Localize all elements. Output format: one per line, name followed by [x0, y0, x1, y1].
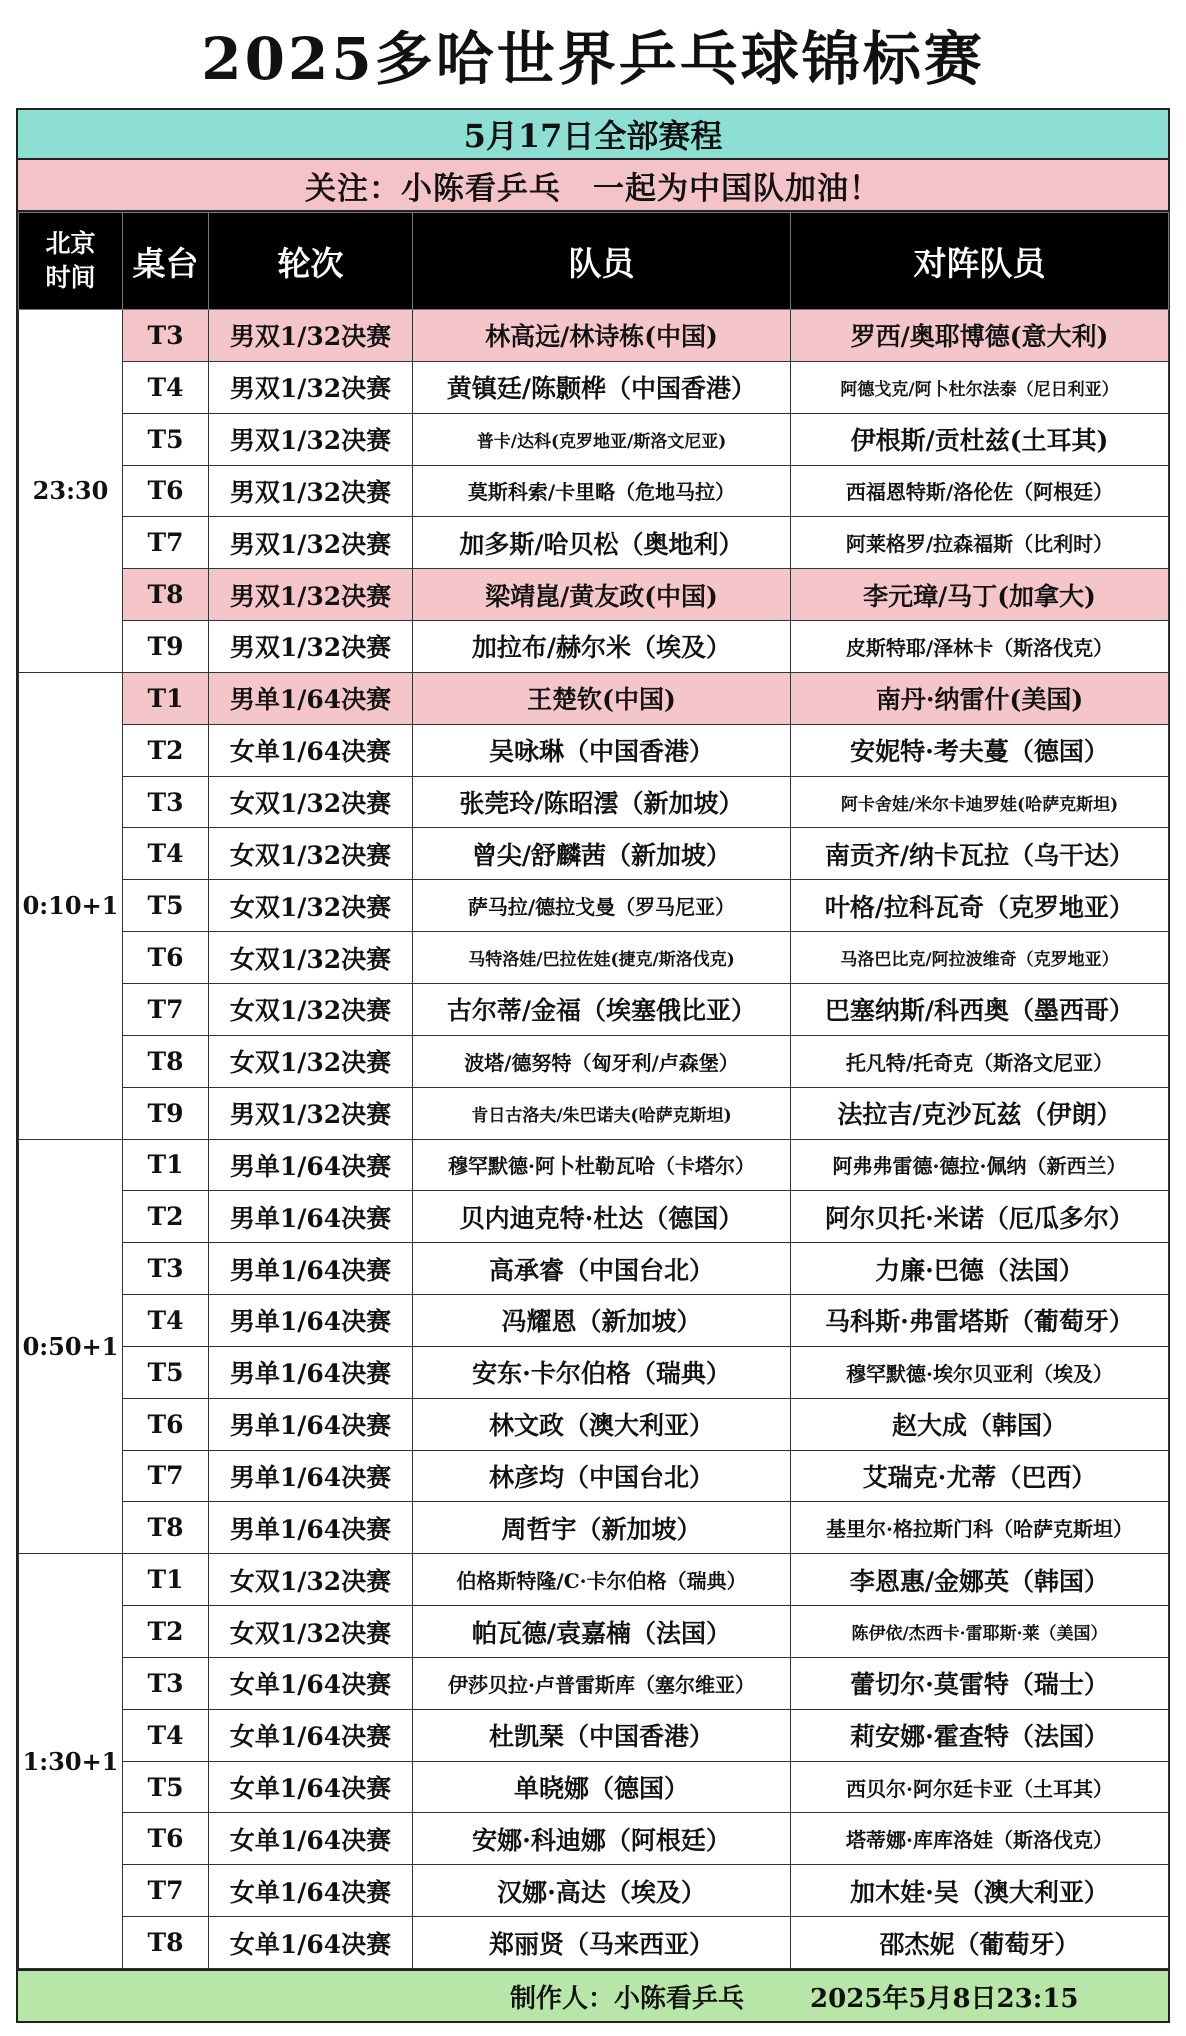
time-cell: 23:30	[19, 310, 123, 673]
table-cell: T2	[123, 1191, 209, 1243]
opponent-cell: 法拉吉/克沙瓦兹（伊朗）	[791, 1087, 1169, 1139]
opponent-cell: 加木娃·吴（澳大利亚）	[791, 1865, 1169, 1917]
schedule-table	[18, 212, 1169, 1969]
table-row	[19, 1035, 1169, 1087]
header-player: 队员	[413, 213, 791, 310]
player-cell: 普卡/达科(克罗地亚/斯洛文尼亚)	[413, 413, 791, 465]
table-cell: T4	[123, 1295, 209, 1347]
opponent-cell: 托凡特/托奇克（斯洛文尼亚）	[791, 1035, 1169, 1087]
round-cell: 女双1/32决赛	[209, 776, 413, 828]
opponent-cell: 南贡齐/纳卡瓦拉（乌干达）	[791, 828, 1169, 880]
round-cell: 女双1/32决赛	[209, 983, 413, 1035]
table-row	[19, 1087, 1169, 1139]
table-cell: T6	[123, 1813, 209, 1865]
round-cell: 女双1/32决赛	[209, 932, 413, 984]
table-row	[19, 1606, 1169, 1658]
round-cell: 女双1/32决赛	[209, 880, 413, 932]
table-row	[19, 1917, 1169, 1969]
player-cell: 波塔/德努特（匈牙利/卢森堡）	[413, 1035, 791, 1087]
player-cell: 莫斯科索/卡里略（危地马拉）	[413, 465, 791, 517]
player-cell: 王楚钦(中国)	[413, 672, 791, 724]
player-cell: 周哲宇（新加坡）	[413, 1502, 791, 1554]
opponent-cell: 艾瑞克·尤蒂（巴西）	[791, 1450, 1169, 1502]
round-cell: 男单1/64决赛	[209, 1139, 413, 1191]
table-row	[19, 828, 1169, 880]
round-cell: 女双1/32决赛	[209, 1035, 413, 1087]
table-cell: T7	[123, 517, 209, 569]
opponent-cell: 巴塞纳斯/科西奥（墨西哥）	[791, 983, 1169, 1035]
player-cell: 贝内迪克特·杜达（德国）	[413, 1191, 791, 1243]
opponent-cell: 叶格/拉科瓦奇（克罗地亚）	[791, 880, 1169, 932]
opponent-cell: 阿莱格罗/拉森福斯（比利时）	[791, 517, 1169, 569]
opponent-cell: 皮斯特耶/泽林卡（斯洛伐克）	[791, 621, 1169, 673]
table-cell: T2	[123, 724, 209, 776]
player-cell: 安娜·科迪娜（阿根廷）	[413, 1813, 791, 1865]
opponent-cell: 赵大成（韩国）	[791, 1398, 1169, 1450]
table-row	[19, 1450, 1169, 1502]
opponent-cell: 塔蒂娜·库库洛娃（斯洛伐克）	[791, 1813, 1169, 1865]
opponent-cell: 李元璋/马丁(加拿大)	[791, 569, 1169, 621]
player-cell: 伯格斯特隆/C·卡尔伯格（瑞典）	[413, 1554, 791, 1606]
table-row	[19, 932, 1169, 984]
round-cell: 男单1/64决赛	[209, 1502, 413, 1554]
table-cell: T7	[123, 1865, 209, 1917]
opponent-cell: 基里尔·格拉斯门科（哈萨克斯坦）	[791, 1502, 1169, 1554]
table-cell: T7	[123, 983, 209, 1035]
table-header-row	[19, 213, 1169, 310]
table-row	[19, 1139, 1169, 1191]
header-time-line2: 时间	[45, 263, 96, 292]
player-cell: 吴咏琳（中国香港）	[413, 724, 791, 776]
schedule-body	[19, 310, 1169, 1969]
round-cell: 男双1/32决赛	[209, 413, 413, 465]
opponent-cell: 西福恩特斯/洛伦佐（阿根廷）	[791, 465, 1169, 517]
table-row	[19, 1398, 1169, 1450]
player-cell: 伊莎贝拉·卢普雷斯库（塞尔维亚）	[413, 1657, 791, 1709]
table-row	[19, 776, 1169, 828]
table-cell: T7	[123, 1450, 209, 1502]
table-row	[19, 1761, 1169, 1813]
table-cell: T9	[123, 621, 209, 673]
round-cell: 女单1/64决赛	[209, 1761, 413, 1813]
player-cell: 曾尖/舒麟茜（新加坡）	[413, 828, 791, 880]
table-row	[19, 1502, 1169, 1554]
round-cell: 男单1/64决赛	[209, 1346, 413, 1398]
header-time-line1: 北京	[45, 229, 96, 258]
round-cell: 男单1/64决赛	[209, 1191, 413, 1243]
table-row	[19, 724, 1169, 776]
round-cell: 男单1/64决赛	[209, 1295, 413, 1347]
header-time	[19, 213, 123, 310]
opponent-cell: 南丹·纳雷什(美国)	[791, 672, 1169, 724]
table-row	[19, 1865, 1169, 1917]
player-cell: 单晓娜（德国）	[413, 1761, 791, 1813]
table-cell: T8	[123, 1035, 209, 1087]
table-cell: T4	[123, 828, 209, 880]
player-cell: 林文政（澳大利亚）	[413, 1398, 791, 1450]
round-cell: 男单1/64决赛	[209, 1450, 413, 1502]
table-cell: T5	[123, 880, 209, 932]
time-cell: 1:30+1	[19, 1554, 123, 1969]
table-cell: T1	[123, 1554, 209, 1606]
player-cell: 黄镇廷/陈颢桦（中国香港）	[413, 361, 791, 413]
round-cell: 男双1/32决赛	[209, 361, 413, 413]
opponent-cell: 马科斯·弗雷塔斯（葡萄牙）	[791, 1295, 1169, 1347]
header-table: 桌台	[123, 213, 209, 310]
footer-timestamp: 2025年5月8日23:15	[810, 1983, 1079, 2014]
table-cell: T8	[123, 569, 209, 621]
round-cell: 男双1/32决赛	[209, 621, 413, 673]
header-opponent: 对阵队员	[791, 213, 1169, 310]
round-cell: 男双1/32决赛	[209, 465, 413, 517]
opponent-cell: 西贝尔·阿尔廷卡亚（土耳其）	[791, 1761, 1169, 1813]
round-cell: 女单1/64决赛	[209, 1865, 413, 1917]
footer-maker: 制作人：小陈看乒乓	[510, 1983, 745, 2014]
opponent-cell: 安妮特·考夫蔓（德国）	[791, 724, 1169, 776]
opponent-cell: 阿卡舍娃/米尔卡迪罗娃(哈萨克斯坦)	[791, 776, 1169, 828]
table-cell: T6	[123, 932, 209, 984]
table-row	[19, 1554, 1169, 1606]
player-cell: 林高远/林诗栋(中国)	[413, 310, 791, 362]
table-row	[19, 1709, 1169, 1761]
table-cell: T6	[123, 465, 209, 517]
opponent-cell: 阿尔贝托·米诺（厄瓜多尔）	[791, 1191, 1169, 1243]
table-row	[19, 1657, 1169, 1709]
table-row	[19, 621, 1169, 673]
opponent-cell: 罗西/奥耶博德(意大利)	[791, 310, 1169, 362]
opponent-cell: 马洛巴比克/阿拉波维奇（克罗地亚）	[791, 932, 1169, 984]
table-cell: T3	[123, 776, 209, 828]
table-row	[19, 1295, 1169, 1347]
table-row	[19, 569, 1169, 621]
player-cell: 杜凯琹（中国香港）	[413, 1709, 791, 1761]
player-cell: 帕瓦德/袁嘉楠（法国）	[413, 1606, 791, 1658]
table-cell: T2	[123, 1606, 209, 1658]
opponent-cell: 蕾切尔·莫雷特（瑞士）	[791, 1657, 1169, 1709]
player-cell: 冯耀恩（新加坡）	[413, 1295, 791, 1347]
table-cell: T8	[123, 1917, 209, 1969]
player-cell: 汉娜·高达（埃及）	[413, 1865, 791, 1917]
opponent-cell: 李恩惠/金娜英（韩国）	[791, 1554, 1169, 1606]
footer	[18, 1969, 1168, 2021]
player-cell: 安东·卡尔伯格（瑞典）	[413, 1346, 791, 1398]
opponent-cell: 阿弗弗雷德·德拉·佩纳（新西兰）	[791, 1139, 1169, 1191]
round-cell: 女单1/64决赛	[209, 1917, 413, 1969]
time-cell: 0:50+1	[19, 1139, 123, 1554]
round-cell: 男双1/32决赛	[209, 310, 413, 362]
player-cell: 张莞玲/陈昭澐（新加坡）	[413, 776, 791, 828]
table-row	[19, 672, 1169, 724]
table-row	[19, 983, 1169, 1035]
table-cell: T8	[123, 1502, 209, 1554]
table-row	[19, 1346, 1169, 1398]
round-cell: 女双1/32决赛	[209, 1554, 413, 1606]
table-row	[19, 517, 1169, 569]
opponent-cell: 伊根斯/贡杜兹(土耳其)	[791, 413, 1169, 465]
schedule-sheet	[16, 108, 1170, 2023]
table-cell: T3	[123, 1243, 209, 1295]
table-row	[19, 413, 1169, 465]
round-cell: 男单1/64决赛	[209, 672, 413, 724]
round-cell: 男双1/32决赛	[209, 1087, 413, 1139]
table-row	[19, 1191, 1169, 1243]
opponent-cell: 穆罕默德·埃尔贝亚利（埃及）	[791, 1346, 1169, 1398]
table-cell: T1	[123, 1139, 209, 1191]
table-row	[19, 310, 1169, 362]
table-cell: T9	[123, 1087, 209, 1139]
table-cell: T6	[123, 1398, 209, 1450]
round-cell: 男双1/32决赛	[209, 517, 413, 569]
round-cell: 女单1/64决赛	[209, 724, 413, 776]
round-cell: 女双1/32决赛	[209, 1606, 413, 1658]
table-cell: T5	[123, 413, 209, 465]
round-cell: 女单1/64决赛	[209, 1709, 413, 1761]
player-cell: 梁靖崑/黄友政(中国)	[413, 569, 791, 621]
round-cell: 女单1/64决赛	[209, 1657, 413, 1709]
table-row	[19, 1813, 1169, 1865]
follow-banner: 关注：小陈看乒乓 一起为中国队加油！	[18, 160, 1168, 212]
opponent-cell: 莉安娜·霍查特（法国）	[791, 1709, 1169, 1761]
table-row	[19, 465, 1169, 517]
player-cell: 马特洛娃/巴拉佐娃(捷克/斯洛伐克)	[413, 932, 791, 984]
table-cell: T3	[123, 1657, 209, 1709]
round-cell: 男单1/64决赛	[209, 1243, 413, 1295]
opponent-cell: 陈伊依/杰西卡·雷耶斯·莱（美国）	[791, 1606, 1169, 1658]
player-cell: 加多斯/哈贝松（奥地利）	[413, 517, 791, 569]
table-cell: T5	[123, 1346, 209, 1398]
table-row	[19, 1243, 1169, 1295]
table-cell: T4	[123, 1709, 209, 1761]
round-cell: 女双1/32决赛	[209, 828, 413, 880]
player-cell: 林彦均（中国台北）	[413, 1450, 791, 1502]
page-title: 2025多哈世界乒乓球锦标赛	[201, 25, 985, 93]
opponent-cell: 邵杰妮（葡萄牙）	[791, 1917, 1169, 1969]
table-cell: T3	[123, 310, 209, 362]
time-cell: 0:10+1	[19, 672, 123, 1139]
player-cell: 肯日古洛夫/朱巴诺夫(哈萨克斯坦)	[413, 1087, 791, 1139]
round-cell: 男单1/64决赛	[209, 1398, 413, 1450]
player-cell: 穆罕默德·阿卜杜勒瓦哈（卡塔尔）	[413, 1139, 791, 1191]
table-row	[19, 361, 1169, 413]
player-cell: 古尔蒂/金福（埃塞俄比亚）	[413, 983, 791, 1035]
opponent-cell: 力廉·巴德（法国）	[791, 1243, 1169, 1295]
player-cell: 郑丽贤（马来西亚）	[413, 1917, 791, 1969]
player-cell: 萨马拉/德拉戈曼（罗马尼亚）	[413, 880, 791, 932]
player-cell: 加拉布/赫尔米（埃及）	[413, 621, 791, 673]
date-banner: 5月17日全部赛程	[18, 110, 1168, 160]
table-cell: T1	[123, 672, 209, 724]
player-cell: 高承睿（中国台北）	[413, 1243, 791, 1295]
table-cell: T4	[123, 361, 209, 413]
round-cell: 男双1/32决赛	[209, 569, 413, 621]
header-round: 轮次	[209, 213, 413, 310]
table-row	[19, 880, 1169, 932]
opponent-cell: 阿德戈克/阿卜杜尔法泰（尼日利亚）	[791, 361, 1169, 413]
table-cell: T5	[123, 1761, 209, 1813]
round-cell: 女单1/64决赛	[209, 1813, 413, 1865]
